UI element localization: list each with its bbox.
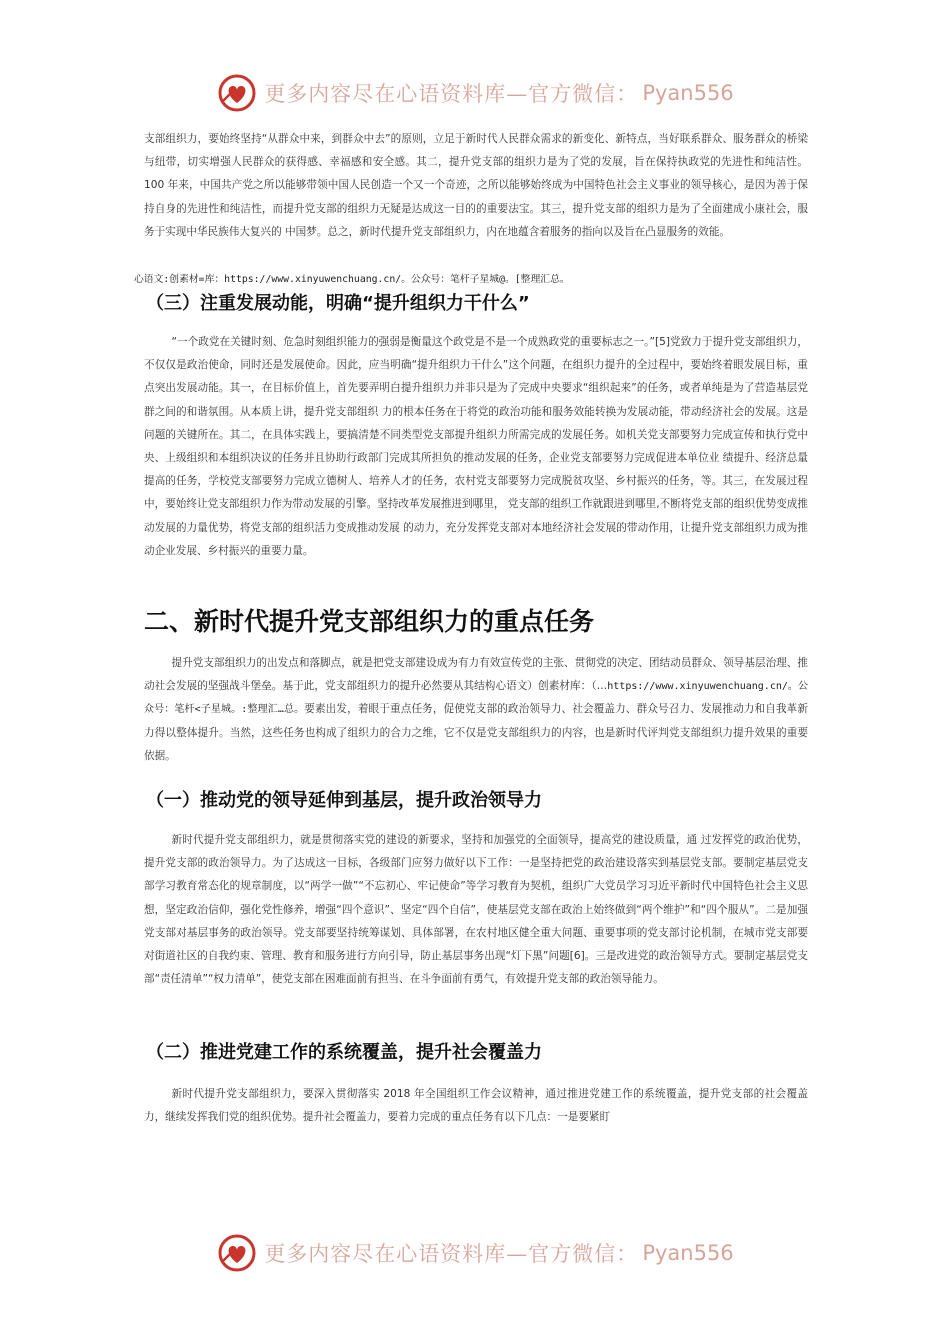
- heart-logo-icon: [216, 1232, 258, 1274]
- bottom-banner: [0, 1230, 950, 1276]
- banner-text: 更多内容尽在心语资料库—官方微信：: [264, 82, 639, 106]
- banner-text: 更多内容尽在心语资料库—官方微信：: [264, 1242, 639, 1266]
- section-heading-1: （一）推动党的领导延伸到基层，提升政治领导力: [146, 790, 542, 811]
- section-heading-3: （三）注重发展动能，明确“提升组织力干什么”: [146, 293, 530, 314]
- paragraph-4: 新时代提升党支部组织力，就是贯彻落实党的建设的新要求，坚持和加强党的全面领导，提高党的建设质量，通 过发挥党的政治优势，提升党支部的政治领导力。为了达成这一目标，各级部门应努力做好以下工作：一是坚持把党的政治建设落实到基层党支部。要制定基层党支部学习教育常态化的规章制度，以“两学一做”“不忘初心、牢记使命”等学习教育为契机，组织广大党员学习习近平新时代中国特色社会主义思想，坚定政治信仰，强化党性修养，增强“四个意识”、坚定“四个自信”，使基层党支部在政治上始终做到“两个维护”和“四个服从”。二是加强党支部对基层事务的政治领导。党支部要坚持统筹谋划、具体部署，在农村地区健全重大问题、重要事项的党支部讨论机制，在城市党支部要对街道社区的自我约束、管理、教育和服务进行方向引导，防止基层事务出现“灯下黑”问题[6]。三是改进党的政治领导方式。要制定基层党支部“责任清单”“权力清单”，使党支部在困难面前有担当、在斗争面前有勇气，有效提升党支部的政治领导能力。: [144, 834, 808, 986]
- paragraph-2: “一个政党在关键时刻、危急时刻组织能力的强弱是衡量这个政党是不是一个成熟政党的重要标志之一。”[5]党致力于提升党支部组织力，不仅仅是政治使命，同时还是发展使命。因此，应当明确“提升组织力干什么”这个问题，在组织力提升的全过程中，要始终着眼发展目标，重点突出发展动能。其一，在目标价值上，首先要弄明白提升组织力并非只是为了完成中央要求“组织起来”的任务，或者单纯是为了营造基层党群之间的和谐氛围。从本质上讲，提升党支部组织 力的根本任务在于将党的政治功能和服务效能转换为发展动能，带动经济社会的发展。这是问题的关键所在。其二，在具体实践上，要搞清楚不同类型党支部提升组织力所需完成的发展任务。如机关党支部要努力完成宣传和执行党中央、上级组织和本组织决议的任务并且协助行政部门完成其所担负的推动发展的任务，企业党支部要努力完成促进本单位业 绩提升、经济总量提高的任务，学校党支部要努力完成立德树人、培养人才的任务，农村党支部要努力完成脱贫攻坚、乡村振兴的任务，等。其三，在发展过程中，要始终让党支部组织力作为带动发展的引擎。坚持改革发展推进到哪里， 党支部的组织工作就跟进到哪里,不断将党支部的组织优势变成推动发展的力量优势，将党支部的组织活力变成推动发展 的动力，充分发挥党支部对本地经济社会发展的带动作用，让提升党支部组织力成为推动企业发展、乡村振兴的重要力量。: [144, 336, 808, 557]
- paragraph-3: [144, 652, 808, 768]
- section-heading-2: （二）推进党建工作的系统覆盖，提升社会覆盖力: [146, 1042, 542, 1063]
- paragraph-1: 支部组织力，要始终坚持“从群众中来，到群众中去”的原则，立足于新时代人民群众需求的新变化、新特点，当好联系群众、服务群众的桥梁与纽带，切实增强人民群众的获得感、幸福感和安全感。其二，提升党支部的组织力是为了党的发展，旨在保持执政党的先进性和纯洁性。100 年来，中国共产党之所以能够带领中国人民创造一个又一个奇迹，之所以能够始终成为中国特色社会主义事业的领导核心，是因为善于保持自身的先进性和纯洁性，而提升党支部的组织力无疑是达成这一目的的重要法宝。其三，提升党支部的组织力是为了全面建成小康社会，服务于实现中华民族伟大复兴的 中国梦。总之，新时代提升党支部组织力，内在地蕴含着服务的指向以及旨在凸显服务的效能。: [144, 133, 808, 238]
- paragraph-3-watermark: https://www.xinyuwenchuang.cn/。公众号：笔杆<子星城。:整理汇…总。: [144, 681, 808, 716]
- paragraph-3-part-a: 提升党支部组织力的出发点和落脚点，就是把党支部建设成为有力有效宣传党的主张、贯彻党的决定、团结动员群众、领导基层治理、推动社会发展的坚强战斗堡垒。基于此，党支部组织力的提升必然要从其结构心语文）创素材库：（…: [144, 657, 808, 693]
- paragraph-3-part-c: 要素出发，着眼于重点任务，促使党支部的政治领导力、社会覆盖力、群众号召力、发展推动力和自我革新力得以整体提升。当然，这些任务也构成了组织力的合力之维，它不仅是党支部组织力的内容，也是新时代评判党支部组织力提升效果的重要依据。: [144, 703, 809, 762]
- paragraph-5: 新时代提升党支部组织力，要深入贯彻落实 2018 年全国组织工作会议精神，通过推进党建工作的系统覆盖，提升党支部的社会覆盖力，继续发挥我们党的组织优势。提升社会覆盖力，要着力完成的重点任务有以下几点：一是要紧盯: [144, 1088, 808, 1124]
- banner-handle: Pyan556: [642, 1241, 734, 1265]
- watermark-line-1: 心语文:创素材=库：https://www.xinyuwenchuang.cn/。公众号：笔杆子星城@。[整理汇总。: [134, 274, 570, 285]
- chapter-heading-2: 二、新时代提升党支部组织力的重点任务: [144, 607, 595, 636]
- banner-handle: Pyan556: [642, 81, 734, 105]
